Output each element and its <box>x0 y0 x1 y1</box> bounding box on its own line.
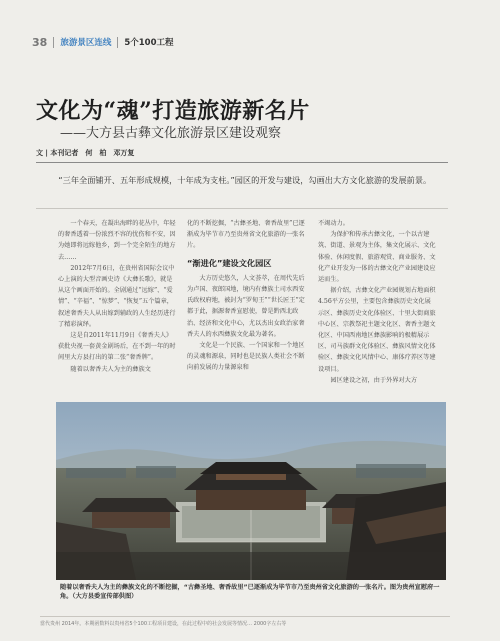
body-paragraph: 大方历史悠久，人文荟萃，在周代先后为卢国、夜郎国地，境内有彝族土司水西安氏政权府地，被封为“罗甸王”“世长匠王”定都于此，据源奢香宣慰使，曾是黔西北政治、经济和文化中心，尤以杰出女政治家奢香夫人的水西彝族文化最为著名。 <box>187 274 305 338</box>
header-divider <box>53 37 54 48</box>
body-paragraph: 化的不断挖掘，“古彝圣地、奢香故里”已逐渐成为毕节市乃至贵州省文化旅游的一张名片。 <box>187 220 305 250</box>
body-paragraph: 园区建设之初，由于外界对大方 <box>330 376 418 384</box>
section-subheading: “渐进化”建设文化园区 <box>187 257 272 268</box>
divider <box>36 208 448 209</box>
body-paragraph: 这是自2011年11月9日《奢香夫人》获批央视一套黄金剧场后，在不到一年的时间里大方县打出的第二张“奢香牌”。 <box>58 332 176 362</box>
page-footer: 當代贵州 2014年。本期函数料以贵州省5个100工程项目建设，在此过程中的社会发展等情况… 2000字左右等 <box>40 616 450 627</box>
section-name: 旅游景区连线 <box>60 38 112 48</box>
body-paragraph: 文化是一个民族、一个国家和一个地区的灵魂和源泉，同时也是民族人类社会不断向前发展的力量源泉和 <box>187 342 305 372</box>
byline: 文 | 本刊记者 何 柏 邓万复 <box>36 149 135 157</box>
subsection-name: 5个100工程 <box>124 38 174 48</box>
column-2 <box>187 218 305 374</box>
page-number: 38 <box>32 35 48 49</box>
body-paragraph: 不竭动力。 <box>318 220 349 227</box>
body-paragraph: 为保护和传承古彝文化，一个以古建筑、街道、景观为主体，集文化展示、文化体验、休闲度假、旅游观赏、商业服务、文化产业开发为一体的古彝文化产业园建设应运而生。 <box>318 231 436 284</box>
divider <box>36 162 448 163</box>
article-photo <box>56 402 446 580</box>
photo-caption: 随着以奢香夫人为主的彝族文化的不断挖掘，“古彝圣地、奢香故里”已逐渐成为毕节市乃至贵州省文化旅游的一张名片。图为贵州宣慰府一角。（大方县委宣传部供图） <box>60 584 440 600</box>
lead-paragraph: “三年全面铺开、五年形成规模，十年成为支柱。”园区的开发与建设，勾画出大方文化旅游的发展前景。 <box>58 175 432 185</box>
body-paragraph: 随着以奢香夫人为主的彝族文 <box>70 365 151 373</box>
article-title: 文化为“魂”打造旅游新名片 <box>36 98 310 124</box>
column-1 <box>58 218 176 375</box>
header-divider <box>117 37 118 48</box>
running-header <box>32 35 174 49</box>
body-paragraph: 一个春天，在凝出海畔的花丛中，年轻的奢香透着一份浓烈不容的忧伤和不安，因为她即将远嫁他乡，到一个完全陌生的地方去…… <box>58 220 176 261</box>
body-paragraph: 据介绍，古彝文化产业园规划占地面积4.56平方公里，主要包含彝族历史文化展示区、彝族历史文化体验区、十里大街商旅中心区、宗教祭祀主题文化区、奢香主题文化区、中国西南地区彝族影响的极精展示区、司马族群文化体验区、彝族风情文化体验区、彝族文化风情中心、康体疗养区等建设项目。 <box>318 287 436 373</box>
article-subtitle: ——大方县古彝文化旅游景区建设观察 <box>60 126 282 141</box>
aerial-palace-image <box>56 402 446 580</box>
column-3 <box>318 218 436 386</box>
body-paragraph: 2012年7月6日，在贵州省国际会议中心上演的大型音画史诗《大彝长歌》，就是从这个画面开始的。全剧通过“远嫁”、“爱情”、“辛福”、“惊梦”、“恢复”五个篇章，叙述奢香夫人从出嫁到辅政的人生经历进行了精彩演绎。 <box>58 264 176 328</box>
